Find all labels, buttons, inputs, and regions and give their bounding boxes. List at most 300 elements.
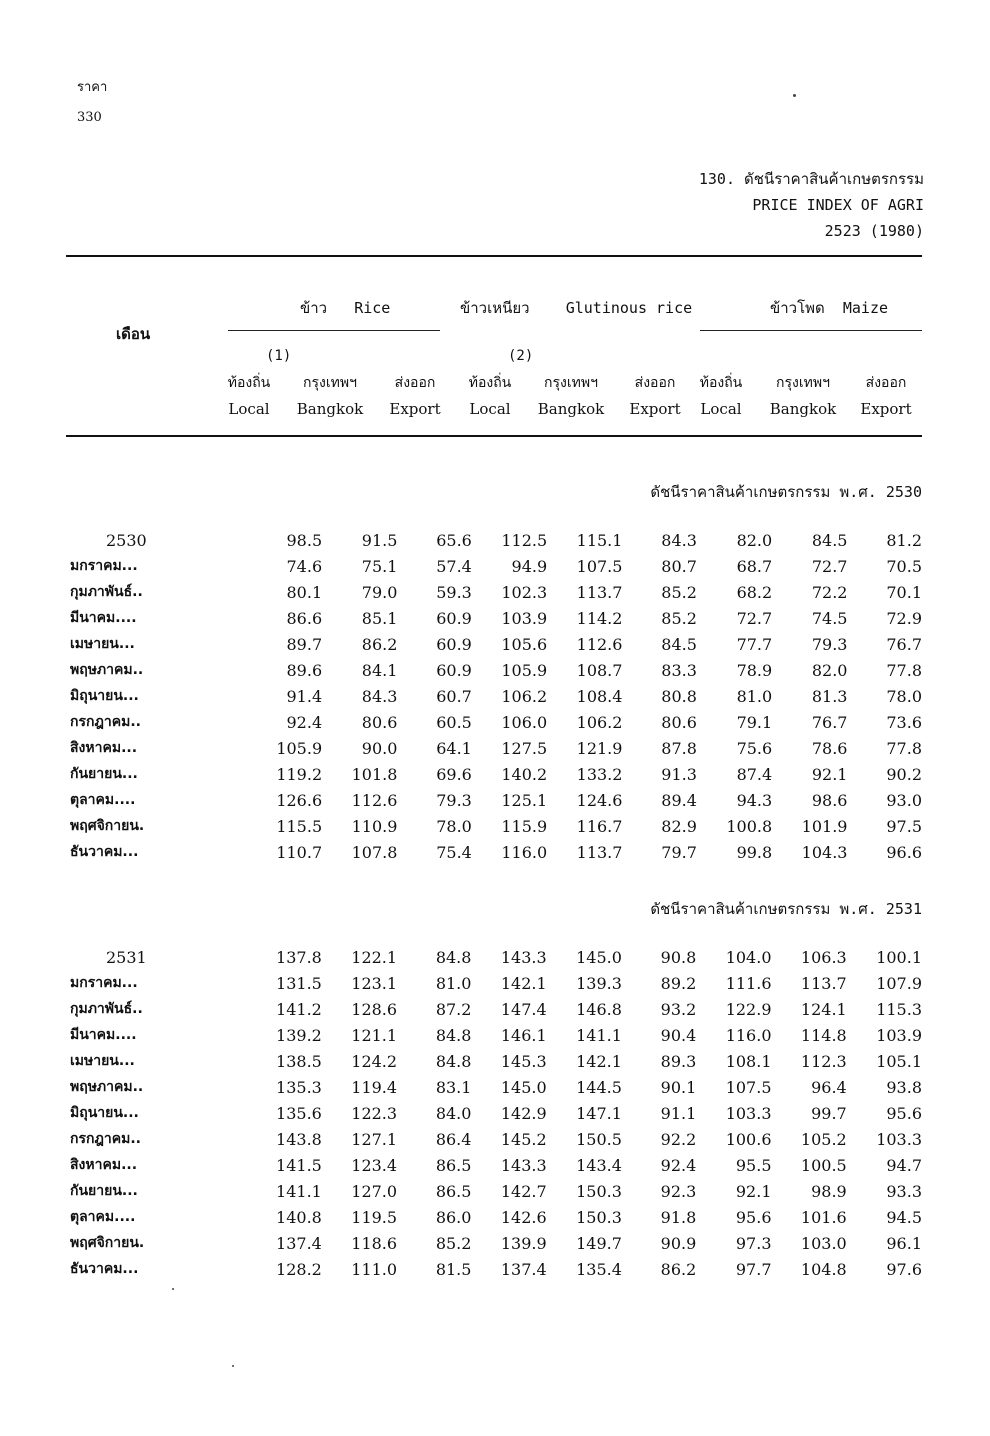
table-cell: 150.3 xyxy=(576,1207,622,1227)
table-cell: 77.8 xyxy=(886,738,922,758)
table-cell: 126.6 xyxy=(276,790,323,810)
group-header-maize xyxy=(770,296,888,320)
table-cell: 103.0 xyxy=(800,1233,847,1253)
page-label: ราคา xyxy=(77,80,108,95)
table-cell: 85.2 xyxy=(661,608,697,628)
table-cell: 89.3 xyxy=(660,1051,697,1071)
table-cell: 92.4 xyxy=(660,1155,697,1175)
month-label: กันยายน... xyxy=(70,766,138,782)
table-row xyxy=(66,527,922,553)
year-label: 2531 xyxy=(106,947,147,967)
month-label: มีนาคม.... xyxy=(70,1027,137,1043)
group-underline-rice xyxy=(228,330,440,331)
group-header-glutinous-rice xyxy=(460,296,692,320)
table-cell: 146.1 xyxy=(500,1025,547,1045)
table-cell: 141.1 xyxy=(576,1025,622,1045)
table-cell: 59.3 xyxy=(436,582,472,602)
table-cell: 142.1 xyxy=(576,1051,622,1071)
table-cell: 106.2 xyxy=(576,712,623,732)
table-cell: 82.0 xyxy=(736,530,773,550)
table-cell: 79.7 xyxy=(661,842,697,862)
table-cell: 80.6 xyxy=(661,712,697,732)
table-cell: 138.5 xyxy=(276,1051,322,1071)
month-label: ธันวาคม... xyxy=(70,844,139,860)
table-cell: 93.0 xyxy=(886,790,922,810)
table-row xyxy=(66,631,922,657)
table-cell: 90.4 xyxy=(660,1025,697,1045)
table-row xyxy=(66,813,922,839)
table-cell: 85.2 xyxy=(435,1233,472,1253)
table-cell: 74.6 xyxy=(286,556,323,576)
table-cell: 123.1 xyxy=(351,973,398,993)
table-cell: 86.2 xyxy=(660,1259,697,1279)
table-cell: 80.6 xyxy=(361,712,398,732)
table-cell: 137.4 xyxy=(276,1233,322,1253)
month-label: สิงหาคม... xyxy=(70,740,138,756)
table-cell: 111.0 xyxy=(351,1259,398,1279)
table-cell: 77.7 xyxy=(736,634,773,654)
table-title-thai: 130. ดัชนีราคาสินค้าเกษตรกรรม xyxy=(698,170,924,188)
table-cell: 95.6 xyxy=(886,1103,922,1123)
table-cell: 139.2 xyxy=(276,1025,322,1045)
table-cell: 84.1 xyxy=(361,660,398,680)
table-cell: 112.6 xyxy=(351,790,398,810)
table-cell: 91.1 xyxy=(660,1103,697,1123)
table-cell: 133.2 xyxy=(576,764,623,784)
table-cell: 78.0 xyxy=(886,686,922,706)
table-cell: 122.3 xyxy=(351,1103,398,1123)
table-cell: 96.4 xyxy=(811,1077,847,1097)
table-cell: 91.4 xyxy=(286,686,323,706)
table-cell: 84.3 xyxy=(661,530,697,550)
table-cell: 95.5 xyxy=(735,1155,772,1175)
table-cell: 94.5 xyxy=(886,1207,922,1227)
table-cell: 111.6 xyxy=(725,973,772,993)
table-cell: 92.4 xyxy=(286,712,323,732)
table-row xyxy=(66,996,922,1022)
table-cell: 105.6 xyxy=(501,634,548,654)
table-row xyxy=(66,1204,922,1230)
table-cell: 86.2 xyxy=(361,634,398,654)
table-cell: 103.9 xyxy=(876,1025,922,1045)
group-header-rice-english: Rice xyxy=(354,299,391,317)
table-cell: 103.3 xyxy=(876,1129,922,1149)
column-header-maize-export: ส่งออก Export xyxy=(860,375,912,418)
table-cell: 116.7 xyxy=(576,816,623,836)
year-label: 2530 xyxy=(106,530,147,550)
table-cell: 135.6 xyxy=(276,1103,322,1123)
table-cell: 90.0 xyxy=(361,738,398,758)
table-cell: 100.8 xyxy=(726,816,773,836)
table-cell: 93.3 xyxy=(886,1181,922,1201)
table-cell: 101.6 xyxy=(800,1207,847,1227)
table-cell: 94.7 xyxy=(886,1155,922,1175)
table-cell: 106.3 xyxy=(800,947,847,967)
table-cell: 57.4 xyxy=(436,556,472,576)
table-cell: 82.0 xyxy=(811,660,848,680)
table-cell: 82.9 xyxy=(661,816,697,836)
table-cell: 75.4 xyxy=(436,842,472,862)
table-row xyxy=(66,1230,922,1256)
table-cell: 65.6 xyxy=(436,530,472,550)
table-cell: 145.0 xyxy=(576,947,622,967)
month-label: พฤศจิกายน. xyxy=(70,818,145,834)
table-cell: 144.5 xyxy=(576,1077,622,1097)
table-cell: 143.3 xyxy=(500,1155,547,1175)
table-cell: 121.1 xyxy=(351,1025,398,1045)
table-cell: 140.8 xyxy=(276,1207,322,1227)
table-cell: 80.7 xyxy=(661,556,697,576)
table-cell: 91.8 xyxy=(660,1207,697,1227)
table-row xyxy=(66,970,922,996)
table-cell: 86.0 xyxy=(435,1207,472,1227)
table-cell: 103.3 xyxy=(725,1103,772,1123)
month-label: เมษายน... xyxy=(70,1053,135,1069)
table-row xyxy=(66,1074,922,1100)
table-cell: 84.8 xyxy=(435,947,472,967)
table-cell: 118.6 xyxy=(351,1233,398,1253)
table-cell: 76.7 xyxy=(811,712,848,732)
table-cell: 142.1 xyxy=(500,973,547,993)
column-header-maize-bangkok: กรุงเทพฯ Bangkok xyxy=(769,375,837,418)
table-cell: 113.7 xyxy=(800,973,847,993)
table-row xyxy=(66,657,922,683)
table-row xyxy=(66,944,922,970)
section-title-2530: ดัชนีราคาสินค้าเกษตรกรรม พ.ศ. 2530 xyxy=(650,483,922,501)
table-cell: 94.3 xyxy=(736,790,773,810)
table-cell: 116.0 xyxy=(725,1025,772,1045)
data-table-2530 xyxy=(66,527,922,865)
table-cell: 108.7 xyxy=(576,660,623,680)
group-header-rice-thai: ข้าว xyxy=(300,299,328,317)
header-bottom-rule xyxy=(66,435,922,437)
month-label: พฤษภาคม.. xyxy=(70,662,144,678)
table-cell: 73.6 xyxy=(886,712,922,732)
column-header-maize-local: ท้องถิ่น Local xyxy=(699,375,743,418)
group-header-rice xyxy=(300,296,390,320)
table-cell: 90.2 xyxy=(886,764,922,784)
table-cell: 89.7 xyxy=(286,634,323,654)
table-cell: 106.0 xyxy=(501,712,548,732)
table-cell: 122.1 xyxy=(351,947,398,967)
table-title-year: 2523 (1980) xyxy=(824,222,924,240)
table-cell: 98.9 xyxy=(811,1181,847,1201)
table-cell: 115.5 xyxy=(276,816,323,836)
table-cell: 150.3 xyxy=(576,1181,622,1201)
table-cell: 141.5 xyxy=(276,1155,322,1175)
table-cell: 60.5 xyxy=(436,712,472,732)
table-row xyxy=(66,1048,922,1074)
table-cell: 78.0 xyxy=(436,816,472,836)
table-cell: 83.3 xyxy=(661,660,697,680)
group-underline-maize xyxy=(700,330,922,331)
table-cell: 79.3 xyxy=(436,790,472,810)
table-cell: 89.4 xyxy=(661,790,697,810)
table-cell: 100.1 xyxy=(876,947,922,967)
month-label: มีนาคม.... xyxy=(70,610,137,626)
month-label: กรกฎาคม.. xyxy=(70,714,141,730)
table-cell: 135.3 xyxy=(276,1077,322,1097)
table-row xyxy=(66,1100,922,1126)
table-row xyxy=(66,709,922,735)
table-cell: 99.7 xyxy=(811,1103,847,1123)
table-cell: 85.2 xyxy=(661,582,697,602)
month-column-header: เดือน xyxy=(116,325,151,343)
table-cell: 94.9 xyxy=(511,556,548,576)
table-row xyxy=(66,553,922,579)
table-cell: 79.0 xyxy=(361,582,398,602)
table-row xyxy=(66,1152,922,1178)
table-cell: 90.9 xyxy=(660,1233,697,1253)
month-label: ตุลาคม.... xyxy=(70,1209,136,1225)
table-cell: 72.2 xyxy=(811,582,848,602)
month-label: กรกฎาคม.. xyxy=(70,1131,141,1147)
month-label: พฤษภาคม.. xyxy=(70,1079,144,1095)
table-row xyxy=(66,1178,922,1204)
table-cell: 101.9 xyxy=(801,816,848,836)
table-cell: 95.6 xyxy=(735,1207,772,1227)
group-header-maize-english: Maize xyxy=(842,299,889,317)
table-cell: 142.9 xyxy=(500,1103,547,1123)
group-header-maize-thai: ข้าวโพด xyxy=(770,299,825,317)
table-cell: 97.3 xyxy=(735,1233,772,1253)
table-row xyxy=(66,1126,922,1152)
table-cell: 92.2 xyxy=(660,1129,697,1149)
table-cell: 87.8 xyxy=(661,738,697,758)
group-header-glutinous-english: Glutinous rice xyxy=(565,299,693,317)
table-cell: 119.5 xyxy=(351,1207,398,1227)
table-cell: 60.7 xyxy=(436,686,472,706)
speck xyxy=(172,1288,174,1290)
table-cell: 121.9 xyxy=(576,738,623,758)
table-cell: 127.0 xyxy=(351,1181,398,1201)
column-header-rice-export: ส่งออก Export xyxy=(389,375,441,418)
table-cell: 93.2 xyxy=(660,999,697,1019)
table-row xyxy=(66,839,922,865)
data-table-2531 xyxy=(66,944,922,1282)
table-cell: 77.8 xyxy=(886,660,922,680)
table-cell: 147.1 xyxy=(576,1103,622,1123)
table-cell: 84.0 xyxy=(435,1103,472,1123)
table-cell: 119.2 xyxy=(276,764,323,784)
table-cell: 98.6 xyxy=(811,790,848,810)
table-cell: 139.3 xyxy=(576,973,622,993)
table-cell: 92.1 xyxy=(735,1181,772,1201)
table-cell: 96.1 xyxy=(886,1233,922,1253)
table-cell: 84.8 xyxy=(435,1051,472,1071)
table-cell: 97.7 xyxy=(735,1259,772,1279)
table-cell: 101.8 xyxy=(351,764,398,784)
table-cell: 128.6 xyxy=(351,999,398,1019)
table-cell: 90.1 xyxy=(660,1077,697,1097)
table-cell: 86.5 xyxy=(435,1155,472,1175)
table-cell: 140.2 xyxy=(501,764,548,784)
table-cell: 135.4 xyxy=(576,1259,622,1279)
table-cell: 149.7 xyxy=(576,1233,622,1253)
table-cell: 147.4 xyxy=(500,999,547,1019)
table-cell: 110.9 xyxy=(351,816,398,836)
table-cell: 145.0 xyxy=(500,1077,547,1097)
table-cell: 81.0 xyxy=(435,973,472,993)
table-cell: 92.1 xyxy=(811,764,848,784)
table-cell: 60.9 xyxy=(436,660,472,680)
table-cell: 105.9 xyxy=(501,660,548,680)
table-row xyxy=(66,605,922,631)
table-cell: 68.7 xyxy=(736,556,773,576)
table-cell: 142.7 xyxy=(500,1181,547,1201)
table-cell: 64.1 xyxy=(436,738,472,758)
page-number: 330 xyxy=(77,110,102,125)
table-cell: 107.8 xyxy=(351,842,398,862)
table-cell: 72.7 xyxy=(736,608,773,628)
month-label: กุมภาพันธ์.. xyxy=(70,584,143,600)
table-cell: 127.5 xyxy=(501,738,548,758)
table-title-block xyxy=(699,166,924,244)
table-cell: 84.5 xyxy=(811,530,848,550)
table-cell: 90.8 xyxy=(660,947,697,967)
table-cell: 127.1 xyxy=(351,1129,398,1149)
footnote-marker-1: (1) xyxy=(266,348,292,364)
table-cell: 81.3 xyxy=(811,686,848,706)
table-cell: 86.6 xyxy=(286,608,323,628)
section-title-2531: ดัชนีราคาสินค้าเกษตรกรรม พ.ศ. 2531 xyxy=(650,900,922,918)
table-row xyxy=(66,1256,922,1282)
table-cell: 87.2 xyxy=(435,999,472,1019)
table-cell: 91.5 xyxy=(361,530,398,550)
table-cell: 99.8 xyxy=(736,842,773,862)
table-row xyxy=(66,683,922,709)
table-row xyxy=(66,579,922,605)
table-cell: 81.2 xyxy=(886,530,922,550)
month-label: มกราคม... xyxy=(70,975,138,991)
table-cell: 83.1 xyxy=(435,1077,472,1097)
table-cell: 81.5 xyxy=(435,1259,472,1279)
table-cell: 113.7 xyxy=(576,582,623,602)
table-cell: 60.9 xyxy=(436,608,472,628)
table-cell: 108.1 xyxy=(725,1051,772,1071)
table-cell: 84.3 xyxy=(361,686,398,706)
table-cell: 107.5 xyxy=(725,1077,772,1097)
table-cell: 114.2 xyxy=(576,608,623,628)
table-cell: 112.5 xyxy=(501,530,548,550)
table-cell: 97.6 xyxy=(886,1259,922,1279)
group-header-glutinous-thai: ข้าวเหนียว xyxy=(460,299,530,317)
table-cell: 92.3 xyxy=(660,1181,697,1201)
table-cell: 143.8 xyxy=(276,1129,322,1149)
table-cell: 141.2 xyxy=(276,999,322,1019)
table-cell: 100.5 xyxy=(800,1155,847,1175)
table-cell: 89.2 xyxy=(660,973,697,993)
month-label: ธันวาคม... xyxy=(70,1261,139,1277)
table-cell: 60.9 xyxy=(436,634,472,654)
table-cell: 75.6 xyxy=(736,738,773,758)
table-row xyxy=(66,1022,922,1048)
table-cell: 145.3 xyxy=(500,1051,547,1071)
table-cell: 113.7 xyxy=(576,842,623,862)
column-header-glutinous-local: ท้องถิ่น Local xyxy=(468,375,512,418)
month-label: เมษายน... xyxy=(70,636,135,652)
table-cell: 96.6 xyxy=(886,842,922,862)
header-top-rule xyxy=(66,255,922,257)
table-cell: 124.1 xyxy=(800,999,847,1019)
table-cell: 137.8 xyxy=(276,947,322,967)
table-cell: 119.4 xyxy=(351,1077,398,1097)
footnote-marker-2: (2) xyxy=(508,348,534,364)
speck xyxy=(793,94,796,97)
table-cell: 80.8 xyxy=(661,686,697,706)
column-header-rice-bangkok: กรุงเทพฯ Bangkok xyxy=(296,375,364,418)
table-cell: 91.3 xyxy=(661,764,697,784)
table-cell: 86.5 xyxy=(435,1181,472,1201)
table-cell: 84.5 xyxy=(661,634,697,654)
table-cell: 143.3 xyxy=(500,947,547,967)
table-cell: 72.9 xyxy=(886,608,922,628)
table-cell: 103.9 xyxy=(501,608,548,628)
column-header-glutinous-bangkok: กรุงเทพฯ Bangkok xyxy=(537,375,605,418)
table-row xyxy=(66,735,922,761)
table-cell: 104.3 xyxy=(801,842,848,862)
speck xyxy=(232,1365,234,1367)
table-cell: 110.7 xyxy=(276,842,323,862)
table-cell: 105.1 xyxy=(876,1051,922,1071)
table-title-english: PRICE INDEX OF AGRI xyxy=(752,196,924,214)
table-cell: 123.4 xyxy=(351,1155,398,1175)
table-cell: 89.6 xyxy=(286,660,323,680)
table-cell: 116.0 xyxy=(501,842,548,862)
month-label: สิงหาคม... xyxy=(70,1157,138,1173)
table-cell: 70.1 xyxy=(886,582,922,602)
table-cell: 150.5 xyxy=(576,1129,622,1149)
table-cell: 104.0 xyxy=(725,947,772,967)
table-cell: 72.7 xyxy=(811,556,848,576)
table-cell: 106.2 xyxy=(501,686,548,706)
table-cell: 124.6 xyxy=(576,790,623,810)
table-cell: 84.8 xyxy=(435,1025,472,1045)
table-cell: 143.4 xyxy=(576,1155,622,1175)
table-cell: 107.9 xyxy=(876,973,922,993)
table-cell: 122.9 xyxy=(725,999,772,1019)
table-cell: 78.6 xyxy=(811,738,848,758)
month-label: พฤศจิกายน. xyxy=(70,1235,145,1251)
table-cell: 128.2 xyxy=(276,1259,322,1279)
table-cell: 81.0 xyxy=(736,686,773,706)
table-cell: 68.2 xyxy=(736,582,773,602)
table-cell: 112.6 xyxy=(576,634,623,654)
table-cell: 108.4 xyxy=(576,686,623,706)
table-cell: 80.1 xyxy=(286,582,323,602)
table-cell: 131.5 xyxy=(276,973,322,993)
table-cell: 78.9 xyxy=(736,660,773,680)
month-label: มกราคม... xyxy=(70,558,138,574)
table-cell: 115.9 xyxy=(501,816,548,836)
table-cell: 115.3 xyxy=(876,999,922,1019)
table-cell: 79.1 xyxy=(736,712,773,732)
table-cell: 85.1 xyxy=(361,608,398,628)
table-cell: 69.6 xyxy=(436,764,472,784)
table-cell: 137.4 xyxy=(500,1259,547,1279)
table-cell: 104.8 xyxy=(800,1259,847,1279)
table-cell: 79.3 xyxy=(811,634,848,654)
table-cell: 112.3 xyxy=(800,1051,847,1071)
table-cell: 75.1 xyxy=(361,556,398,576)
table-cell: 139.9 xyxy=(500,1233,547,1253)
table-cell: 141.1 xyxy=(276,1181,322,1201)
table-cell: 70.5 xyxy=(886,556,922,576)
table-cell: 124.2 xyxy=(351,1051,398,1071)
column-header-glutinous-export: ส่งออก Export xyxy=(629,375,681,418)
table-cell: 86.4 xyxy=(435,1129,472,1149)
table-cell: 87.4 xyxy=(736,764,773,784)
